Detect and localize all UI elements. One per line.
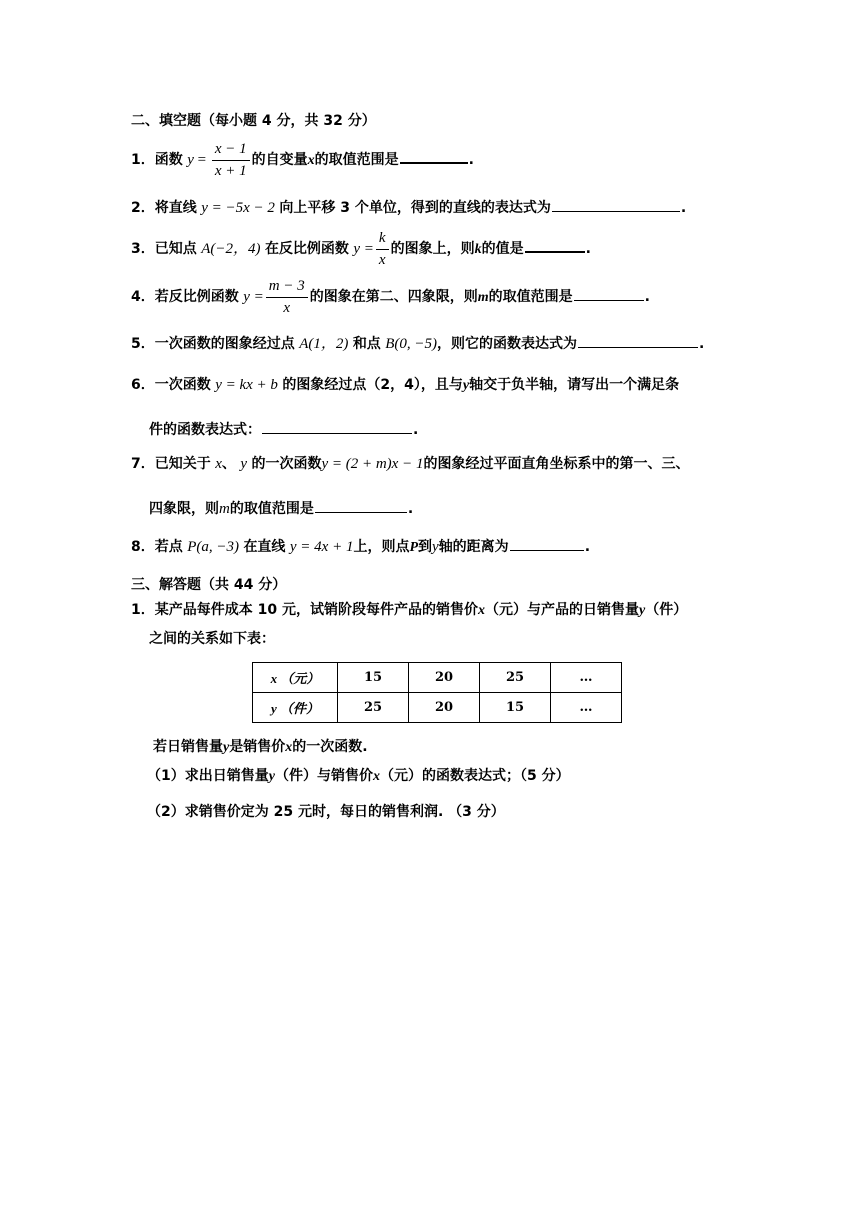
- formula: y =: [243, 289, 264, 305]
- question-1: 1．函数 y = $\frac{x - 1}{x + 1}$ 的自变量x的取值范围是 .: [131, 141, 474, 179]
- question-number: 4．: [131, 289, 155, 305]
- question-5: 5．一次函数的图象经过点 A(1，2) 和点 B(0, −5)，则它的函数表达式为 .: [131, 333, 704, 352]
- question-3: 3．已知点 A(−2，4) 在反比例函数 y = $\frac{k}{x}$ 的图象上，则k的值是 .: [131, 230, 591, 268]
- point: A(−2，4): [201, 241, 261, 257]
- table-cell: …: [551, 693, 622, 723]
- table-cell: 20: [409, 693, 480, 723]
- answer-blank[interactable]: [315, 498, 407, 513]
- answer-blank[interactable]: [525, 237, 585, 253]
- question-6: 6．一次函数 y = kx + b 的图象经过点（2，4），且与y轴交于负半轴，请写出一个满足条: [131, 377, 680, 393]
- question-number: 1．: [131, 602, 155, 618]
- formula: y = kx + b: [215, 377, 278, 393]
- table-row: [253, 663, 622, 693]
- fraction: $\frac{m - 3}{x}$: [266, 278, 308, 316]
- problem-1-note: 若日销售量y是销售价x的一次函数.: [153, 739, 368, 755]
- problem-1-line2: 之间的关系如下表：: [149, 631, 275, 647]
- question-6-line2: 件的函数表达式： .: [149, 419, 418, 437]
- table-row: [253, 693, 622, 723]
- problem-1-sub1: （1）求出日销售量y（件）与销售价x（元）的函数表达式；（5 分）: [147, 768, 570, 784]
- question-number: 8．: [131, 539, 155, 555]
- answer-blank[interactable]: [552, 197, 680, 212]
- question-number: 6．: [131, 377, 155, 393]
- question-number: 3．: [131, 241, 155, 257]
- question-8: 8．若点 P(a, −3) 在直线 y = 4x + 1上，则点P到y轴的距离为 .: [131, 536, 590, 555]
- answer-blank[interactable]: [578, 333, 698, 348]
- answer-blank[interactable]: [574, 286, 644, 301]
- question-number: 2．: [131, 200, 155, 216]
- problem-1-line1: 1．某产品每件成本 10 元，试销阶段每件产品的销售价x（元）与产品的日销售量y（件）: [131, 602, 688, 618]
- point-b: B(0, −5): [385, 336, 438, 352]
- fraction: $\frac{x - 1}{x + 1}$: [212, 141, 250, 179]
- formula: y = −5x − 2: [201, 200, 275, 216]
- question-number: 7．: [131, 456, 155, 472]
- table-cell: …: [551, 663, 622, 693]
- answer-blank[interactable]: [400, 148, 468, 164]
- section-title-answer: 三、解答题（共 44 分）: [131, 577, 287, 593]
- price-sales-table: [252, 662, 622, 723]
- table-cell: 15: [338, 663, 409, 693]
- question-7-line2: 四象限，则m的取值范围是 .: [149, 498, 413, 517]
- problem-1-sub2: （2）求销售价定为 25 元时，每日的销售利润. （3 分）: [147, 804, 505, 820]
- table-cell: y （件）: [253, 693, 338, 723]
- fraction: $\frac{k}{x}$: [376, 230, 389, 268]
- question-2: 2．将直线 y = −5x − 2 向上平移 3 个单位，得到的直线的表达式为 .: [131, 197, 686, 216]
- point-a: A(1，2): [299, 336, 349, 352]
- question-number: 1．: [131, 152, 155, 168]
- question-number: 5．: [131, 336, 155, 352]
- answer-blank[interactable]: [262, 419, 412, 434]
- formula: y = 4x + 1: [289, 539, 354, 555]
- table-cell: 25: [480, 663, 551, 693]
- table-cell: 15: [480, 693, 551, 723]
- formula: y: [187, 152, 194, 168]
- section-title-fill-in: 二、填空题（每小题 4 分，共 32 分）: [131, 113, 376, 129]
- question-7: 7．已知关于 x、 y 的一次函数y = (2 + m)x − 1的图象经过平面直角坐标系中的第一、三、: [131, 456, 690, 472]
- table-cell: x （元）: [253, 663, 338, 693]
- answer-blank[interactable]: [510, 536, 584, 551]
- point: P(a, −3): [187, 539, 239, 555]
- question-4: 4．若反比例函数 y = $\frac{m - 3}{x}$ 的图象在第二、四象限，则m的取值范围是 .: [131, 278, 650, 316]
- formula: y = (2 + m)x − 1: [321, 456, 424, 472]
- table-cell: 20: [409, 663, 480, 693]
- formula: y =: [353, 241, 374, 257]
- table-cell: 25: [338, 693, 409, 723]
